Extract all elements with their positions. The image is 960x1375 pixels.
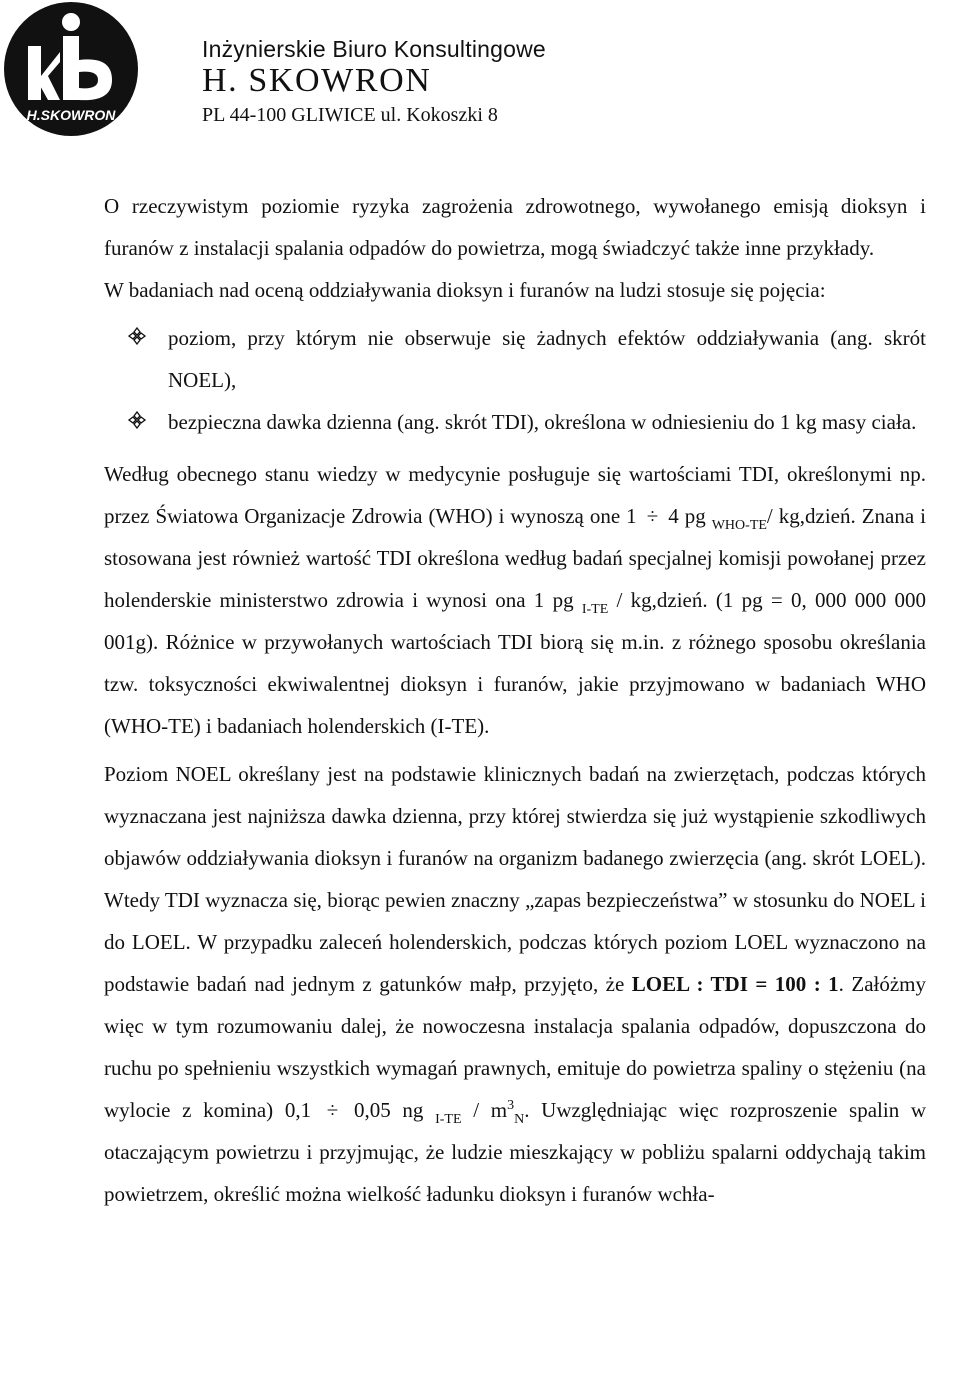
paragraph-noel-loel [104,753,926,1215]
company-description: Inżynierskie Biuro Konsultingowe [202,36,546,62]
text-run: Według obecnego stanu wiedzy w medycynie posługuje się wartościami TDI, określonymi np. przez Światowa Organizacje Zdrowia (WHO) i wynoszą one 1 [104,462,926,528]
list-item [168,317,926,401]
text-run: / m [473,1098,508,1122]
text-run: 4 pg [668,504,706,528]
document-body [104,185,926,1215]
company-logo [2,0,140,138]
text-run: Poziom NOEL określany jest na podstawie klinicznych badań na zwierzętach, podczas których wyznaczana jest najniższa dawka dzienna, przy której stwierdza się już wystąpienie szkodliwych objawów oddziaływania dioksyn i furanów na organizm badanego zwierzęcia (ang. skrót LOEL). Wtedy TDI wyznacza się, biorąc pewien znaczny „zapas bezpieczeństwa” w stosunku do NOEL i do LOEL. W przypadku zaleceń holenderskich, podczas których poziom LOEL wyznaczono na podstawie badań nad jednym z gatunków małp, przyjęto, że [104,762,926,996]
logo-text: H.SKOWRON [26,107,116,123]
bullet-text-tdi: bezpieczna dawka dzienna (ang. skrót TDI), określona w odniesieniu do 1 kg masy ciała. [168,410,917,434]
paragraph-tdi-values [104,453,926,747]
concept-list [104,317,926,443]
superscript-3: 3 [507,1098,515,1113]
text-run: / kg,dzień. (1 pg = 0, 000 000 000 001g). Różnice w przywołanych wartościach TDI biorą się m.in. z różnego sposobu określania tzw. toksyczności ekwiwalentnej dioksyn i furanów, jakie przyjmowano w badaniach WHO (WHO-TE) i badaniach holenderskich (I-TE). [104,588,927,738]
subscript-i-te: I-TE [581,602,609,617]
division-sign: ÷ [646,504,659,528]
division-sign: ÷ [326,1098,339,1122]
text-run: / kg,dzień. Znana i stosowana jest również wartość TDI określona według badań specjalnej komisji powołanej przez holenderskie ministerstwo zdrowia i wynosi ona 1 pg [104,504,927,612]
company-address: PL 44-100 GLIWICE ul. Kokoszki 8 [202,104,498,126]
subscript-who-te: WHO-TE [711,518,767,533]
bullet-text-noel: poziom, przy którym nie obserwuje się żadnych efektów oddziaływania (ang. skrót NOEL), [168,326,926,392]
diamond-bullet-icon [128,411,146,429]
list-item [168,401,926,443]
diamond-bullet-icon [128,327,146,345]
ratio-bold: LOEL : TDI = 100 : 1 [631,972,839,996]
paragraph-risk-examples: O rzeczywistym poziomie ryzyka zagrożenia zdrowotnego, wywołanego emisją dioksyn i furanów z instalacji spalania odpadów do powietrza, mogą świadczyć także inne przykłady. [104,194,926,260]
subscript-i-te: I-TE [435,1112,462,1127]
text-run: . Uwzględniając więc rozproszenie spalin w otaczającym powietrzu i przyjmując, że ludzie mieszkający w pobliżu spalarni oddychają takim powietrzem, określić można wielkość ładunku dioksyn i furanów wchła- [104,1098,927,1206]
subscript-n: N [514,1112,525,1127]
letterhead [0,0,960,140]
paragraph-concepts-intro: W badaniach nad oceną oddziaływania dioksyn i furanów na ludzi stosuje się pojęcia: [104,278,826,302]
text-run: . Załóżmy więc w tym rozumowaniu dalej, że nowoczesna instalacja spalania odpadów, dopuszczona do ruchu po spełnieniu wszystkich wymagań prawnych, emituje do powietrza spaliny o stężeniu (na wylocie z komina) 0,1 [104,972,927,1122]
company-name: H. SKOWRON [202,62,432,99]
text-run: 0,05 ng [353,1098,424,1122]
